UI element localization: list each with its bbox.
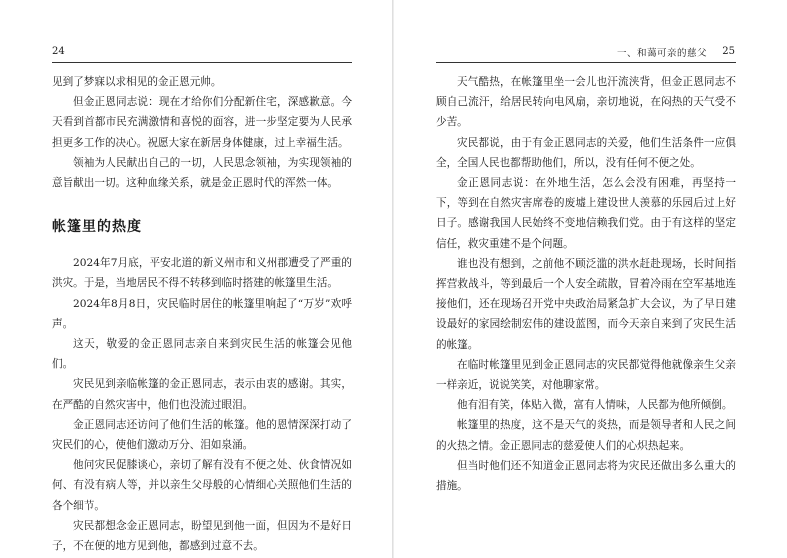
page-body	[436, 72, 736, 496]
paragraph: 但当时他们还不知道金正恩同志将为灾民还做出多么重大的措施。	[436, 459, 736, 493]
paragraph: 2024年7月底，平安北道的新义州市和义州郡遭受了严重的洪灾。于是，当地居民不得不转移到临时搭建的帐篷里生活。	[52, 257, 352, 290]
paragraph: 这天，敬爱的金正恩同志亲自来到灾民生活的帐篷会见他们。	[52, 338, 352, 371]
paragraph: 灾民都说，由于有金正恩同志的关爱，他们生活条件一应俱全，全国人民也都帮助他们，所以，没有任何不便之处。	[436, 136, 736, 169]
page-number: 25	[722, 46, 735, 57]
paragraph: 天气酷热，在帐篷里坐一会儿也汗流浃背，但金正恩同志不顾自己流汗，给居民转向电风扇，亲切地说，在闷热的天气受不少苦。	[436, 76, 736, 129]
paragraph: 金正恩同志说：在外地生活，怎么会没有困难，再坚持一下，等到在自然灾害席卷的废墟上建设世人羡慕的乐园后过上好日子。感谢我国人民始终不变地信赖我们党。由于有这样的坚定信任，救灾重建不是个问题。	[436, 177, 736, 250]
section-heading: 帐篷里的热度	[52, 219, 142, 236]
paragraph: 他有泪有笑，体贴入微，富有人情味，人民都为他所倾倒。	[457, 399, 733, 412]
page-number: 24	[52, 46, 65, 57]
paragraph: 金正恩同志还访问了他们生活的帐篷。他的恩情深深打动了灾民们的心，使他们激动万分、泪如泉涌。	[52, 418, 352, 452]
running-title: 一、和蔼可亲的慈父	[616, 48, 707, 59]
paragraph: 他问灾民促膝谈心，亲切了解有没有不便之处、伙食情况如何、有没有病人等，并以亲生父母般的心情细心关照他们生活的各个细节。	[52, 459, 352, 512]
paragraph: 帐篷里的热度，这不是天气的炎热，而是领导者和人民之间的火热之情。金正恩同志的慈爱使人们的心炽热起来。	[436, 419, 736, 452]
paragraph: 谁也没有想到，之前他不顾泛滥的洪水赶赴现场，长时间指挥营救战斗，等到最后一个人安全疏散，冒着冷雨在空军基地连接他们，还在现场召开党中央政治局紧急扩大会议，为了早日建设最好的家园绘制宏伟的建设蓝图，而今天亲自来到了灾民生活的帐篷。	[436, 257, 736, 351]
paragraph: 但金正恩同志说：现在才给你们分配新住宅，深感歉意。今天看到首都市民充满激情和喜悦的面容，进一步坚定要为人民承担更多工作的决心。祝愿大家在新居身体健康，过上幸福生活。	[52, 96, 352, 149]
paragraph: 灾民都想念金正恩同志，盼望见到他一面，但因为不是好日子，不在便的地方见到他，都感到过意不去。	[52, 519, 352, 553]
paragraph: 领袖为人民献出自己的一切，人民思念领袖，为实现领袖的意旨献出一切。这种血缘关系，就是金正恩时代的浑然一体。	[52, 156, 352, 190]
page-body	[52, 72, 352, 556]
right-page	[394, 0, 787, 558]
header-rule	[52, 62, 352, 63]
header-rule	[436, 62, 736, 63]
paragraph: 在临时帐篷里见到金正恩同志的灾民都觉得他就像亲生父亲一样亲近，说说笑笑，对他聊家常。	[436, 358, 736, 392]
paragraph: 2024年8月8日，灾民临时居住的帐篷里响起了“万岁”欢呼声。	[52, 297, 352, 330]
paragraph: 灾民见到亲临帐篷的金正恩同志，表示由衷的感谢。其实，在严酷的自然灾害中，他们也没流过眼泪。	[52, 378, 352, 411]
left-page	[0, 0, 393, 558]
paragraph: 见到了梦寐以求相见的金正恩元帅。	[52, 76, 222, 88]
